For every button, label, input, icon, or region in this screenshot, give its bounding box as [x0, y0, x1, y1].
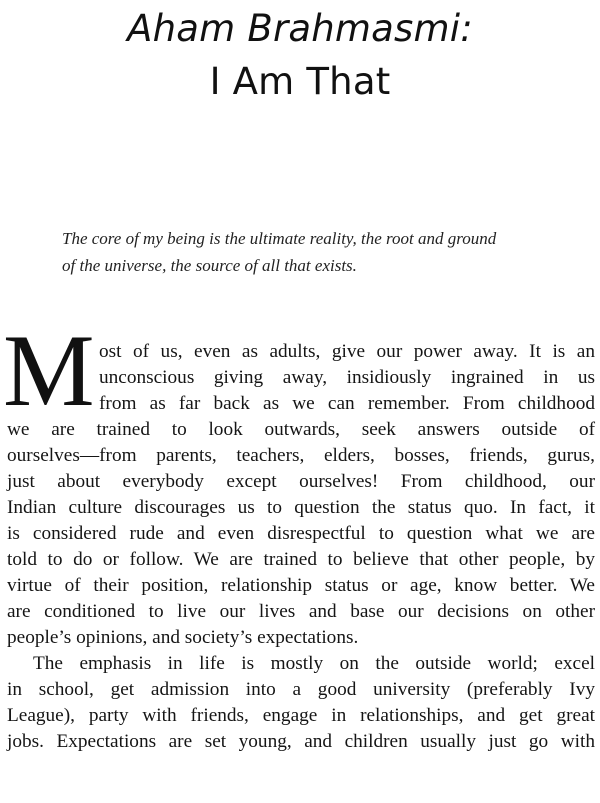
body-line: Indian culture discourages us to question the status quo. In fact, it	[7, 497, 595, 518]
body-line: from as far back as we can remember. From childhood	[99, 393, 595, 414]
body-line: told to do or follow. We are trained to believe that other people, by	[7, 549, 595, 570]
body-line: ost of us, even as adults, give our power away. It is an	[99, 341, 595, 362]
epigraph-line-1: The core of my being is the ultimate reality, the root and ground	[62, 229, 497, 248]
body-line: in school, get admission into a good university (preferably Ivy	[7, 679, 595, 700]
body-line: virtue of their position, relationship status or age, know better. We	[7, 575, 595, 596]
drop-cap: M	[3, 314, 95, 428]
body-line: The emphasis in life is mostly on the outside world; excel	[33, 653, 595, 674]
body-line: jobs. Expectations are set young, and children usually just go with	[7, 731, 595, 752]
epigraph	[62, 225, 562, 279]
body-line: we are trained to look outwards, seek answers outside of	[7, 419, 595, 440]
chapter-title-line-1: Aham Brahmasmi:	[127, 7, 473, 50]
body-line: unconscious giving away, insidiously ingrained in us	[99, 367, 595, 388]
body-line: are conditioned to live our lives and base our decisions on other	[7, 601, 595, 622]
body-line: League), party with friends, engage in relationships, and get great	[7, 705, 595, 726]
body-line: is considered rude and even disrespectful to question what we are	[7, 523, 595, 544]
body-line: people’s opinions, and society’s expectations.	[7, 627, 359, 648]
body-line: just about everybody except ourselves! From childhood, our	[7, 471, 595, 492]
chapter-title-line-2: I Am That	[209, 60, 391, 103]
body-line: ourselves—from parents, teachers, elders, bosses, friends, gurus,	[7, 445, 595, 466]
body-text	[7, 339, 595, 755]
epigraph-line-2: of the universe, the source of all that exists.	[62, 256, 357, 275]
chapter-title	[0, 2, 600, 108]
